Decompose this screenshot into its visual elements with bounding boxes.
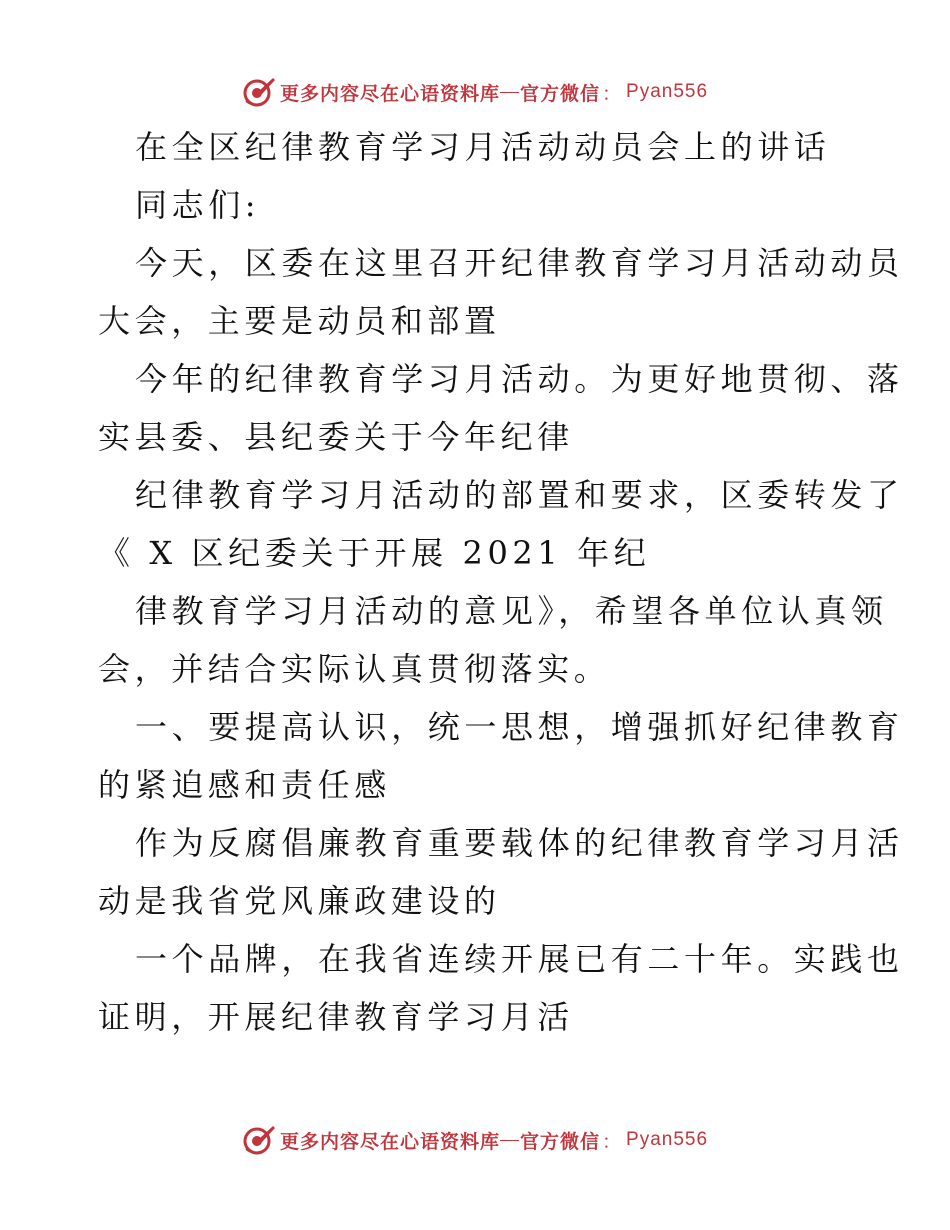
pen-logo-icon [242, 1123, 276, 1157]
paragraph-line: 证明，开展纪律教育学习月活 [98, 998, 574, 1036]
footer-separator: ： [602, 1130, 623, 1153]
footer-text [280, 1127, 708, 1154]
header-watermark [0, 72, 950, 112]
footer-watermark [0, 1120, 950, 1160]
footer-dash: — [499, 1129, 520, 1150]
paragraph-line: 实县委、县纪委关于今年纪律 [98, 418, 574, 456]
footer-main-text: 更多内容尽在心语资料库 [279, 1130, 500, 1153]
paragraph-line: 大会，主要是动员和部置 [98, 302, 501, 340]
header-main-text: 更多内容尽在心语资料库 [279, 82, 500, 105]
footer-official-label: 官方微信 [519, 1130, 600, 1153]
paragraph-line: 今年的纪律教育学习月活动。为更好地贯彻、落 [135, 360, 904, 398]
header-dash: — [499, 81, 520, 102]
paragraph-line: 今天，区委在这里召开纪律教育学习月活动动员 [135, 244, 904, 282]
paragraph-line: 《 X 区纪委关于开展 2021 年纪 [98, 534, 651, 572]
pen-logo-icon [242, 75, 276, 109]
document-body [98, 118, 904, 1046]
paragraph-line: 动是我省党风廉政建设的 [98, 882, 501, 920]
section-heading-continued: 的紧迫感和责任感 [98, 766, 391, 804]
paragraph-line: 纪律教育学习月活动的部置和要求，区委转发了 [135, 476, 904, 514]
header-official-label: 官方微信 [519, 82, 600, 105]
paragraph-line: 律教育学习月活动的意见》，希望各单位认真领 [135, 592, 888, 630]
paragraph-line: 一个品牌，在我省连续开展已有二十年。实践也 [135, 940, 904, 978]
section-heading: 一、要提高认识，统一思想，增强抓好纪律教育 [135, 708, 904, 746]
footer-wechat-id: Pyan556 [626, 1129, 709, 1150]
paragraph-line: 作为反腐倡廉教育重要载体的纪律教育学习月活 [135, 824, 904, 862]
salutation: 同志们: [135, 186, 261, 224]
paragraph-line: 会，并结合实际认真贯彻落实。 [98, 650, 611, 688]
header-separator: ： [602, 82, 623, 105]
header-text [280, 79, 708, 106]
document-title: 在全区纪律教育学习月活动动员会上的讲话 [135, 128, 831, 166]
header-wechat-id: Pyan556 [626, 81, 709, 102]
